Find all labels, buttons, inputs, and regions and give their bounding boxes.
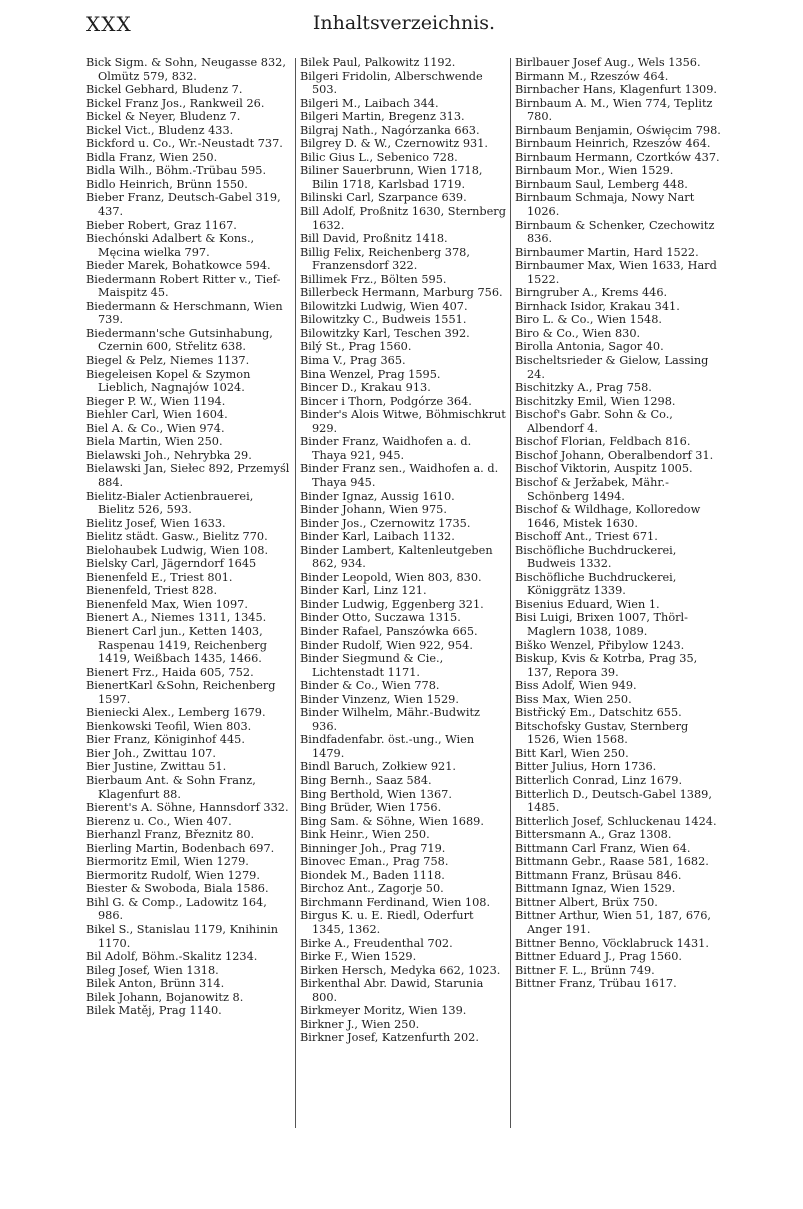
index-entry: Bierbaum Ant. & Sohn Franz, Klagenfurt 88. — [86, 773, 256, 801]
index-entry: Biedermann'sche Gutsinhabung, Czernin 600, Střelitz 638. — [86, 326, 273, 354]
index-entry: Binder Vinzenz, Wien 1529. — [300, 692, 459, 706]
index-entry: Birnbaum A. M., Wien 774, Teplitz 780. — [515, 96, 713, 124]
index-entry: Bieniecki Alex., Lemberg 1679. — [86, 706, 266, 720]
index-entry: Bilý St., Prag 1560. — [300, 340, 412, 354]
index-entry: Bickel Franz Jos., Rankweil 26. — [86, 96, 265, 110]
index-entry: Bitter Julius, Horn 1736. — [515, 760, 657, 774]
index-entry: Bing Sam. & Söhne, Wien 1689. — [300, 814, 484, 828]
index-entry: Binder Rafael, Panszówka 665. — [300, 624, 478, 638]
index-entry: Bihl G. & Comp., Ladowitz 164, 986. — [86, 895, 267, 923]
index-entry: Birchoz Ant., Zagorje 50. — [300, 882, 444, 896]
index-entry: Bittmann Franz, Brüsau 846. — [515, 868, 682, 882]
index-entry: Bidla Franz, Wien 250. — [86, 150, 218, 164]
index-entry: Bielitz-Bialer Actienbrauerei, Bielitz 526, 593. — [86, 489, 254, 517]
index-entry: Bienenfeld, Triest 828. — [86, 584, 218, 598]
index-entry: Birnbaum & Schenker, Czechowitz 836. — [515, 218, 715, 246]
index-entry: Birgus K. u. E. Riedl, Oderfurt 1345, 1362. — [300, 909, 474, 936]
index-entry: Birkner J., Wien 250. — [300, 1017, 420, 1031]
index-entry: Bittner Benno, Vöcklabruck 1431. — [515, 936, 709, 950]
index-entry: Bink Heinr., Wien 250. — [300, 828, 430, 842]
index-entry: Bima V., Prag 365. — [300, 354, 406, 368]
index-entry: Bindl Baruch, Zołkiew 921. — [300, 760, 456, 774]
page-header — [86, 12, 722, 38]
index-entry: Binder Leopold, Wien 803, 830. — [300, 570, 482, 584]
index-entry: Bittmann Ignaz, Wien 1529. — [515, 882, 676, 896]
index-entry: Bittmann Carl Franz, Wien 64. — [515, 841, 691, 855]
index-entry: Bistřický Em., Datschitz 655. — [515, 706, 682, 720]
index-entry: Birnbaum Benjamin, Oświęcim 798. — [515, 123, 721, 137]
index-entry: Bittner Franz, Trübau 1617. — [515, 977, 677, 991]
index-entry: Bischof & Wildhage, Kolloredow 1646, Mistek 1630. — [515, 503, 701, 530]
index-entry: Bienkowski Teofil, Wien 803. — [86, 719, 252, 733]
index-entry: Bier Franz, Königinhof 445. — [86, 733, 245, 747]
index-entry: Binder Franz sen., Waidhofen a. d. Thaya 945. — [300, 462, 499, 489]
index-entry: Biechónski Adalbert & Kons., Męcina wielka 797. — [86, 232, 255, 259]
index-entry: Bitterlich Josef, Schluckenau 1424. — [515, 814, 717, 828]
index-entry: Bincer i Thorn, Podgórze 364. — [300, 394, 472, 408]
index-entry: Birnhack Isidor, Krakau 341. — [515, 299, 680, 313]
index-entry: Binder Rudolf, Wien 922, 954. — [300, 638, 473, 652]
index-entry: Bittner Eduard J., Prag 1560. — [515, 950, 682, 964]
index-entry: Bischof Florian, Feldbach 816. — [515, 435, 691, 449]
index-entry: Bier Joh., Zwittau 107. — [86, 746, 216, 760]
index-entry: Bincer D., Krakau 913. — [300, 381, 431, 395]
index-entry: Birnbaum Saul, Lemberg 448. — [515, 177, 688, 191]
index-entry: Bick Sigm. & Sohn, Neugasse 832, Olmütz 579, 832. — [86, 56, 286, 83]
index-entry: Birnbaum Mor., Wien 1529. — [515, 164, 674, 178]
index-entry: Binder Otto, Suczawa 1315. — [300, 611, 461, 625]
index-entry: Binovec Eman., Prag 758. — [300, 855, 449, 869]
index-entry: Biedermann & Herschmann, Wien 739. — [86, 299, 283, 327]
index-entry: Birke A., Freudenthal 702. — [300, 936, 453, 950]
index-entry: Bilgeri Martin, Bregenz 313. — [300, 110, 465, 124]
index-entry: Bielitz städt. Gasw., Bielitz 770. — [86, 530, 268, 544]
index-entry: Bienert Carl jun., Ketten 1403, Raspenau 1419, Reichenberg 1419, Weißbach 1435, 1466. — [86, 624, 267, 666]
index-entry: Biermoritz Emil, Wien 1279. — [86, 855, 249, 869]
index-entry: Bischof Viktorin, Auspitz 1005. — [515, 462, 693, 476]
index-entry: Bischof's Gabr. Sohn & Co., Albendorf 4. — [515, 408, 673, 435]
index-entry: Bienenfeld Max, Wien 1097. — [86, 597, 248, 611]
index-entry: Bilgeri M., Laibach 344. — [300, 96, 439, 110]
index-entry: Bienert Frz., Haida 605, 752. — [86, 665, 254, 679]
column-divider — [510, 58, 511, 1128]
index-entry: Biel A. & Co., Wien 974. — [86, 421, 225, 435]
index-entry: Bischitzky Emil, Wien 1298. — [515, 394, 676, 408]
index-entry: Binder Johann, Wien 975. — [300, 503, 447, 517]
index-entry: Biehler Carl, Wien 1604. — [86, 408, 228, 422]
index-entry: Bienert A., Niemes 1311, 1345. — [86, 611, 267, 625]
index-entry: BienertKarl &Sohn, Reichenberg 1597. — [86, 679, 276, 706]
index-entry: Bilic Gius L., Sebenico 728. — [300, 150, 458, 164]
index-entry: Binder Ignaz, Aussig 1610. — [300, 489, 455, 503]
index-entry: Bina Wenzel, Prag 1595. — [300, 367, 441, 381]
index-entry: Bickel Gebhard, Bludenz 7. — [86, 83, 243, 97]
index-entry: Birken Hersch, Medyka 662, 1023. — [300, 963, 501, 977]
index-entry: Bischöfliche Buchdruckerei, Königgrätz 1339. — [515, 570, 677, 598]
index-entry: Binder Ludwig, Eggenberg 321. — [300, 597, 484, 611]
index-entry: Bisenius Eduard, Wien 1. — [515, 597, 660, 611]
index-entry: Bill Adolf, Proßnitz 1630, Sternberg 1632. — [300, 205, 506, 232]
index-entry: Bielitz Josef, Wien 1633. — [86, 516, 226, 530]
index-entry: Bischof Johann, Oberalbendorf 31. — [515, 448, 714, 462]
index-entry: Bitterlich Conrad, Linz 1679. — [515, 773, 683, 787]
index-entry: Bilgraj Nath., Nagórzanka 663. — [300, 123, 480, 137]
index-entry: Bilinski Carl, Szarpance 639. — [300, 191, 467, 205]
index-entry: Bittersmann A., Graz 1308. — [515, 828, 672, 842]
index-entry: Birnbaumer Martin, Hard 1522. — [515, 245, 699, 259]
index-entry: Bickford u. Co., Wr.-Neustadt 737. — [86, 137, 283, 151]
index-entry: Biško Wenzel, Přibylow 1243. — [515, 638, 685, 652]
index-entry: Binder Jos., Czernowitz 1735. — [300, 516, 471, 530]
index-entry: Bilek Anton, Brünn 314. — [86, 977, 225, 991]
index-entry: Binder Siegmund & Cie., Lichtenstadt 1171. — [300, 652, 444, 679]
index-entry: Birkenthal Abr. Dawid, Starunia 800. — [300, 977, 484, 1004]
index-entry: Bing Berthold, Wien 1367. — [300, 787, 452, 801]
index-entry: Bing Bernh., Saaz 584. — [300, 773, 432, 787]
index-entry: Bidlo Heinrich, Brünn 1550. — [86, 177, 248, 191]
index-entry: Birnbaum Schmaja, Nowy Nart 1026. — [515, 191, 695, 219]
index-entry: Binder's Alois Witwe, Böhmischkrut 929. — [300, 408, 506, 435]
index-entry: Birnbaum Heinrich, Rzeszów 464. — [515, 137, 711, 151]
index-entry: Biegel & Pelz, Niemes 1137. — [86, 354, 250, 368]
index-entry: Birchmann Ferdinand, Wien 108. — [300, 895, 491, 909]
index-entry: Bierent's A. Söhne, Hannsdorf 332. — [86, 801, 289, 815]
index-entry: Bischeltsrieder & Gielow, Lassing 24. — [515, 354, 709, 381]
index-column-1 — [86, 56, 293, 1018]
index-entry: Bilowitzki Ludwig, Wien 407. — [300, 299, 468, 313]
index-entry: Bielawski Joh., Nehrybka 29. — [86, 448, 252, 462]
index-entry: Bittner Arthur, Wien 51, 187, 676, Anger 191. — [515, 909, 711, 936]
index-entry: Birmann M., Rzeszów 464. — [515, 69, 669, 83]
index-entry: Bing Brüder, Wien 1756. — [300, 801, 442, 815]
index-entry: Bil Adolf, Böhm.-Skalitz 1234. — [86, 950, 258, 964]
index-entry: Biedermann Robert Ritter v., Tief-Maispitz 45. — [86, 272, 281, 300]
index-entry: Birkner Josef, Katzenfurth 202. — [300, 1031, 479, 1045]
index-entry: Bitschofsky Gustav, Sternberg 1526, Wien 1568. — [515, 719, 689, 747]
index-entry: Bierenz u. Co., Wien 407. — [86, 814, 232, 828]
index-entry: Birolla Antonia, Sagor 40. — [515, 340, 664, 354]
index-entry: Bilowitzky Karl, Teschen 392. — [300, 326, 470, 340]
index-entry: Bielawski Jan, Siełec 892, Przemyśl 884. — [86, 462, 290, 489]
index-entry: Bisi Luigi, Brixen 1007, Thörl-Maglern 1038, 1089. — [515, 611, 688, 638]
index-entry: Billerbeck Hermann, Marburg 756. — [300, 286, 503, 300]
index-entry: Bienenfeld E., Triest 801. — [86, 570, 233, 584]
index-entry: Bileg Josef, Wien 1318. — [86, 963, 219, 977]
index-entry: Binder Karl, Laibach 1132. — [300, 530, 455, 544]
index-entry: Birlbauer Josef Aug., Wels 1356. — [515, 56, 701, 69]
index-entry: Bielohaubek Ludwig, Wien 108. — [86, 543, 269, 557]
column-divider — [295, 58, 296, 1128]
index-entry: Binder Wilhelm, Mähr.-Budwitz 936. — [300, 706, 480, 733]
index-entry: Biela Martin, Wien 250. — [86, 435, 223, 449]
index-entry: Bilek Matěj, Prag 1140. — [86, 1004, 222, 1018]
index-entry: Birkmeyer Moritz, Wien 139. — [300, 1004, 467, 1018]
index-entry: Bischöfliche Buchdruckerei, Budweis 1332. — [515, 543, 677, 571]
index-entry: Bierling Martin, Bodenbach 697. — [86, 841, 275, 855]
index-entry: Binninger Joh., Prag 719. — [300, 841, 446, 855]
index-entry: Birnbaum Hermann, Czortków 437. — [515, 150, 720, 164]
index-entry: Bittmann Gebr., Raase 581, 1682. — [515, 855, 709, 869]
index-entry: Biro L. & Co., Wien 1548. — [515, 313, 662, 327]
index-entry: Binder Franz, Waidhofen a. d. Thaya 921, 945. — [300, 435, 472, 462]
index-entry: Birnbacher Hans, Klagenfurt 1309. — [515, 83, 717, 97]
index-entry: Birngruber A., Krems 446. — [515, 286, 668, 300]
index-entry: Bilek Paul, Palkowitz 1192. — [300, 56, 456, 69]
index-column-2 — [300, 56, 507, 1045]
index-entry: Billig Felix, Reichenberg 378, Franzensdorf 322. — [300, 245, 470, 273]
index-entry: Bischoff Ant., Triest 671. — [515, 530, 658, 544]
index-entry: Biss Adolf, Wien 949. — [515, 679, 637, 693]
index-entry: Biegeleisen Kopel & Szymon Lieblich, Nagnajów 1024. — [86, 367, 251, 395]
index-entry: Biermoritz Rudolf, Wien 1279. — [86, 868, 260, 882]
index-entry: Bieber Franz, Deutsch-Gabel 319, 437. — [86, 191, 281, 219]
index-column-3 — [515, 56, 722, 991]
index-entry: Biskup, Kvis & Kotrba, Prag 35, 137, Repora 39. — [515, 652, 698, 679]
index-entry: Biondek M., Baden 1118. — [300, 868, 445, 882]
index-entry: Bilgeri Fridolin, Alberschwende 503. — [300, 69, 483, 97]
index-entry: Biss Max, Wien 250. — [515, 692, 632, 706]
index-entry: Bittner Albert, Brüx 750. — [515, 895, 658, 909]
index-entry: Bieber Robert, Graz 1167. — [86, 218, 237, 232]
index-entry: Biro & Co., Wien 830. — [515, 326, 641, 340]
index-entry: Bieger P. W., Wien 1194. — [86, 394, 226, 408]
index-entry: Bittner F. L., Brünn 749. — [515, 963, 655, 977]
index-entry: Bischof & Jeržabek, Mähr.-Schönberg 1494. — [515, 475, 669, 503]
page-title: Inhaltsverzeichnis. — [312, 12, 496, 34]
index-entry: Bischitzky A., Prag 758. — [515, 381, 652, 395]
index-entry: Binder Lambert, Kaltenleutgeben 862, 934. — [300, 543, 493, 571]
index-entry: Bilowitzky C., Budweis 1551. — [300, 313, 467, 327]
index-entry: Billimek Frz., Bölten 595. — [300, 272, 447, 286]
index-entry: Bidla Wilh., Böhm.-Trübau 595. — [86, 164, 267, 178]
index-entry: Birke F., Wien 1529. — [300, 950, 417, 964]
index-columns — [86, 56, 722, 1131]
index-entry: Bickel Vict., Bludenz 433. — [86, 123, 234, 137]
index-entry: Bielsky Carl, Jägerndorf 1645 — [86, 557, 257, 571]
index-entry: Bilek Johann, Bojanowitz 8. — [86, 990, 244, 1004]
index-entry: Bill David, Proßnitz 1418. — [300, 232, 448, 246]
index-entry: Bickel & Neyer, Bludenz 7. — [86, 110, 241, 124]
index-entry: Bikel S., Stanislau 1179, Knihinin 1170. — [86, 923, 278, 950]
index-entry: Binder Karl, Linz 121. — [300, 584, 427, 598]
index-entry: Birnbaumer Max, Wien 1633, Hard 1522. — [515, 259, 717, 286]
index-entry: Bierhanzl Franz, Březnitz 80. — [86, 828, 255, 842]
index-entry: Bier Justine, Zwittau 51. — [86, 760, 227, 774]
index-entry: Binder & Co., Wien 778. — [300, 679, 440, 693]
index-entry: Bitt Karl, Wien 250. — [515, 746, 629, 760]
page-number: XXX — [86, 12, 132, 36]
index-entry: Bilgrey D. & W., Czernowitz 931. — [300, 137, 488, 151]
index-entry: Biester & Swoboda, Biala 1586. — [86, 882, 269, 896]
index-entry: Biliner Sauerbrunn, Wien 1718, Bilin 1718, Karlsbad 1719. — [300, 164, 483, 191]
index-entry: Bitterlich D., Deutsch-Gabel 1389, 1485. — [515, 787, 712, 815]
index-entry: Bieder Marek, Bohatkowce 594. — [86, 259, 271, 273]
index-entry: Bindfadenfabr. öst.-ung., Wien 1479. — [300, 733, 475, 760]
